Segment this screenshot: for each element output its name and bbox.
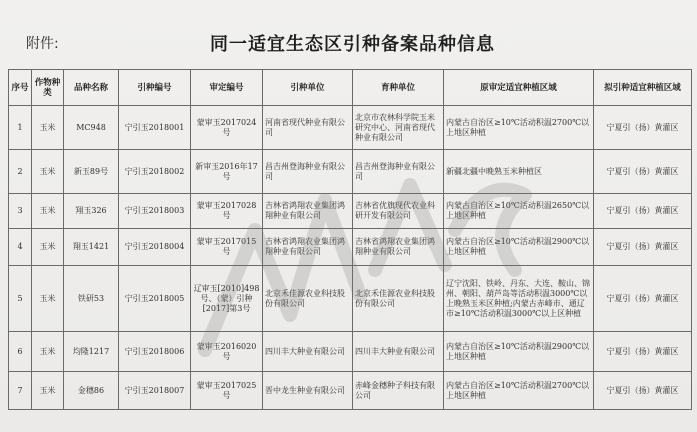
variety-cell: 均隆1217: [64, 332, 119, 372]
variety-cell: 翔玉326: [64, 194, 119, 229]
new-area-cell: 宁夏引（扬）黄灌区: [594, 266, 692, 332]
intro-number-cell: 宁引玉2018003: [119, 194, 191, 229]
variety-table: [8, 69, 692, 410]
breeder-cell: 赤峰金穗种子科技有限公司: [353, 372, 444, 410]
column-header: 审定编号: [191, 70, 263, 106]
row-number: 2: [9, 150, 32, 194]
table-row: [9, 266, 692, 332]
original-area-cell: 内蒙古自治区≥10℃活动积温2700℃以上地区种植: [444, 372, 594, 410]
table-row: [9, 332, 692, 372]
row-number: 3: [9, 194, 32, 229]
column-header: 原审定适宜种植区域: [444, 70, 594, 106]
crop-cell: 玉米: [32, 194, 64, 229]
intro-number-cell: 宁引玉2018005: [119, 266, 191, 332]
approval-number-cell: 蒙审玉2016020号: [191, 332, 263, 372]
row-number: 7: [9, 372, 32, 410]
approval-number-cell: 蒙审玉2017025号: [191, 372, 263, 410]
row-number: 6: [9, 332, 32, 372]
original-area-cell: 内蒙古自治区≥10℃活动积温2900℃以上地区种植: [444, 229, 594, 266]
column-header: 序号: [9, 70, 32, 106]
crop-cell: 玉米: [32, 372, 64, 410]
crop-cell: 玉米: [32, 266, 64, 332]
intro-number-cell: 宁引玉2018002: [119, 150, 191, 194]
row-number: 1: [9, 106, 32, 150]
column-header: 引种单位: [263, 70, 353, 106]
approval-number-cell: 辽审玉[2010]498号、（蒙）引种[2017]第3号: [191, 266, 263, 332]
approval-number-cell: 蒙审玉2017015号: [191, 229, 263, 266]
breeder-cell: 四川丰大种业有限公司: [353, 332, 444, 372]
new-area-cell: 宁夏引（扬）黄灌区: [594, 150, 692, 194]
column-header: 拟引种适宜种植区域: [594, 70, 692, 106]
variety-cell: 新玉89号: [64, 150, 119, 194]
introducer-cell: 吉林省鸿翔农业集团鸿翔种业有限公司: [263, 194, 353, 229]
breeder-cell: 昌吉州登海种业有限公司: [353, 150, 444, 194]
intro-number-cell: 宁引玉2018004: [119, 229, 191, 266]
original-area-cell: 辽宁沈阳、铁岭、丹东、大连、鞍山、锦州、朝阳、葫芦岛等活动积温3000℃以上晚熟玉米区种植;内蒙古赤峰市、通辽市≥10℃活动积温3000℃以上区种植: [444, 266, 594, 332]
crop-cell: 玉米: [32, 229, 64, 266]
original-area-cell: 内蒙古自治区≥10℃活动积温2900℃以上地区种植: [444, 332, 594, 372]
table-row: [9, 372, 692, 410]
breeder-cell: 吉林省鸿翔农业集团鸿翔种业有限公司: [353, 229, 444, 266]
introducer-cell: 北京禾佳源农业科技股份有限公司: [263, 266, 353, 332]
crop-cell: 玉米: [32, 150, 64, 194]
table-row: [9, 150, 692, 194]
column-header: 品种名称: [64, 70, 119, 106]
column-header: 引种编号: [119, 70, 191, 106]
new-area-cell: 宁夏引（扬）黄灌区: [594, 332, 692, 372]
breeder-cell: 北京禾佳源农业科技股份有限公司: [353, 266, 444, 332]
approval-number-cell: 蒙审玉2017028号: [191, 194, 263, 229]
row-number: 5: [9, 266, 32, 332]
new-area-cell: 宁夏引（扬）黄灌区: [594, 229, 692, 266]
page-title: 同一适宜生态区引种备案品种信息: [210, 34, 495, 55]
intro-number-cell: 宁引玉2018006: [119, 332, 191, 372]
new-area-cell: 宁夏引（扬）黄灌区: [594, 194, 692, 229]
introducer-cell: 昌吉州登海种业有限公司: [263, 150, 353, 194]
table-row: [9, 194, 692, 229]
introducer-cell: 四川丰大种业有限公司: [263, 332, 353, 372]
column-header: 作物种类: [32, 70, 64, 106]
attachment-label: 附件:: [26, 36, 59, 52]
approval-number-cell: 蒙审玉2017024号: [191, 106, 263, 150]
new-area-cell: 宁夏引（扬）黄灌区: [594, 372, 692, 410]
variety-cell: MC948: [64, 106, 119, 150]
original-area-cell: 内蒙古自治区≥10℃活动积温2650℃以上地区种植: [444, 194, 594, 229]
table-row: [9, 229, 692, 266]
intro-number-cell: 宁引玉2018001: [119, 106, 191, 150]
breeder-cell: 北京市农林科学院玉米研究中心、河南省现代种业有限公司: [353, 106, 444, 150]
introducer-cell: 晋中龙生种业有限公司: [263, 372, 353, 410]
introducer-cell: 河南省现代种业有限公司: [263, 106, 353, 150]
approval-number-cell: 新审玉2016年17号: [191, 150, 263, 194]
table-header-row: [9, 70, 692, 106]
row-number: 4: [9, 229, 32, 266]
original-area-cell: 新疆北疆中晚熟玉米种植区: [444, 150, 594, 194]
crop-cell: 玉米: [32, 332, 64, 372]
variety-cell: 铁研53: [64, 266, 119, 332]
new-area-cell: 宁夏引（扬）黄灌区: [594, 106, 692, 150]
intro-number-cell: 宁引玉2018007: [119, 372, 191, 410]
column-header: 育种单位: [353, 70, 444, 106]
variety-cell: 金穗86: [64, 372, 119, 410]
breeder-cell: 吉林省优旗现代农业科研开发有限公司: [353, 194, 444, 229]
introducer-cell: 吉林省鸿翔农业集团鸿翔种业有限公司: [263, 229, 353, 266]
table-row: [9, 106, 692, 150]
variety-cell: 翔玉1421: [64, 229, 119, 266]
crop-cell: 玉米: [32, 106, 64, 150]
original-area-cell: 内蒙古自治区≥10℃活动积温2700℃以上地区种植: [444, 106, 594, 150]
